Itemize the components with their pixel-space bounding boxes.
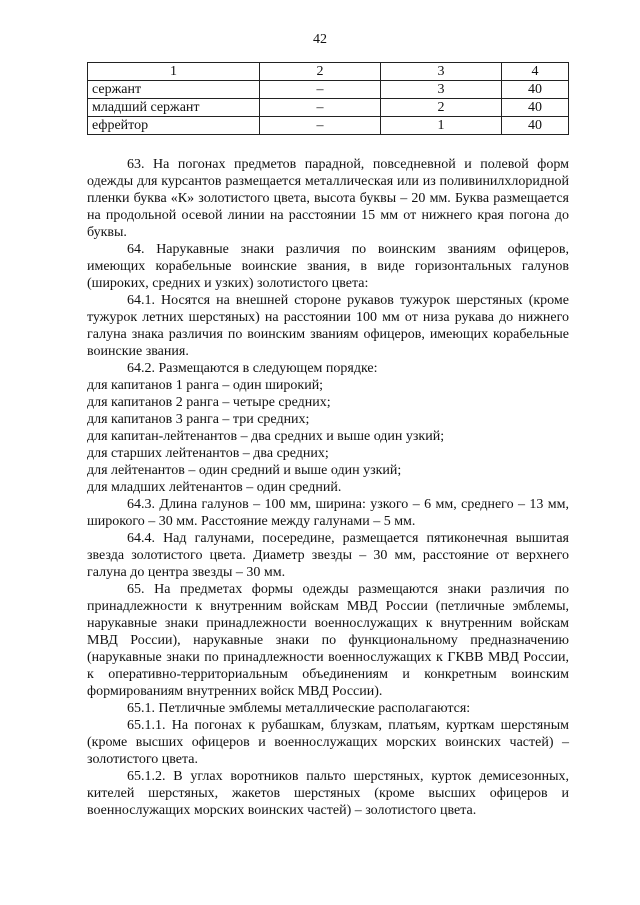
table-cell: 3 bbox=[381, 81, 502, 99]
list-item: для капитан-лейтенантов – два средних и выше один узкий; bbox=[87, 429, 445, 444]
table-row bbox=[88, 81, 569, 99]
paragraph-63: 63. На погонах предметов парадной, повседневной и полевой форм одежды для курсантов размещается металлическая или из поливинилхлоридной пленки буква «К» золотистого цвета, высота буквы – 20 мм. Буква размещается на продольной осевой линии на расстоянии 15 мм от нижнего края погона до буквы. bbox=[87, 157, 569, 240]
paragraph-64-2: 64.2. Размещаются в следующем порядке: bbox=[127, 361, 378, 376]
table-cell: – bbox=[260, 81, 381, 99]
paragraph-65-1: 65.1. Петличные эмблемы металлические располагаются: bbox=[127, 701, 471, 716]
table-cell: сержант bbox=[88, 81, 260, 99]
header-cell: 1 bbox=[88, 63, 260, 81]
paragraph-65: 65. На предметах формы одежды размещаются знаки различия по принадлежности к внутренним войскам МВД России (петличные эмблемы, нарукавные знаки принадлежности военнослужащих к внутренним войскам МВД России), нарукавные знаки по функциональному предназначению (нарукавные знаки по принадлежности военнослужащих к ГКВВ МВД России, к оперативно-территориальным объединениям и конкретным воинским формированиям внутренних войск МВД России). bbox=[87, 582, 569, 699]
table-cell: – bbox=[260, 117, 381, 135]
table-row bbox=[88, 99, 569, 117]
paragraph-64: 64. Нарукавные знаки различия по воинским званиям офицеров, имеющих корабельные воинские звания, в виде горизонтальных галунов (широких, средних и узких) золотистого цвета: bbox=[87, 242, 569, 291]
paragraph-64-1: 64.1. Носятся на внешней стороне рукавов тужурок шерстяных (кроме тужурок летних шерстяных) на расстоянии 100 мм от низа рукава до нижнего галуна знака различия по воинским званиям офицеров, имеющих корабельные воинские звания. bbox=[87, 293, 569, 359]
table-cell: 1 bbox=[381, 117, 502, 135]
table-header-row bbox=[88, 63, 569, 81]
list-item: для капитанов 1 ранга – один широкий; bbox=[87, 378, 324, 393]
header-cell: 2 bbox=[260, 63, 381, 81]
table-cell: – bbox=[260, 99, 381, 117]
list-item: для капитанов 2 ранга – четыре средних; bbox=[87, 395, 331, 410]
paragraph-65-1-2: 65.1.2. В углах воротников пальто шерстяных, курток демисезонных, кителей шерстяных, жакетов шерстяных (кроме высших офицеров и военнослужащих морских воинских частей) – золотистого цвета. bbox=[87, 769, 569, 818]
table-cell: младший сержант bbox=[88, 99, 260, 117]
ranks-table bbox=[87, 62, 569, 135]
table-cell: ефрейтор bbox=[88, 117, 260, 135]
document-body bbox=[87, 156, 569, 819]
list-item: для лейтенантов – один средний и выше один узкий; bbox=[87, 463, 402, 478]
table-row bbox=[88, 117, 569, 135]
page-number: 42 bbox=[313, 32, 327, 47]
table-cell: 40 bbox=[502, 117, 569, 135]
list-item: для капитанов 3 ранга – три средних; bbox=[87, 412, 310, 427]
paragraph-65-1-1: 65.1.1. На погонах к рубашкам, блузкам, платьям, курткам шерстяным (кроме высших офицеров и военнослужащих морских воинских частей) – золотистого цвета. bbox=[87, 718, 569, 767]
header-cell: 4 bbox=[502, 63, 569, 81]
list-item: для старших лейтенантов – два средних; bbox=[87, 446, 329, 461]
table-cell: 40 bbox=[502, 99, 569, 117]
table-cell: 2 bbox=[381, 99, 502, 117]
paragraph-64-3: 64.3. Длина галунов – 100 мм, ширина: узкого – 6 мм, среднего – 13 мм, широкого – 30 мм. Расстояние между галунами – 5 мм. bbox=[87, 497, 569, 529]
table-cell: 40 bbox=[502, 81, 569, 99]
list-item: для младших лейтенантов – один средний. bbox=[87, 480, 342, 495]
header-cell: 3 bbox=[381, 63, 502, 81]
paragraph-64-4: 64.4. Над галунами, посередине, размещается пятиконечная вышитая звезда золотистого цвета. Диаметр звезды – 30 мм, расстояние от верхнего галуна до центра звезды – 30 мм. bbox=[87, 531, 569, 580]
